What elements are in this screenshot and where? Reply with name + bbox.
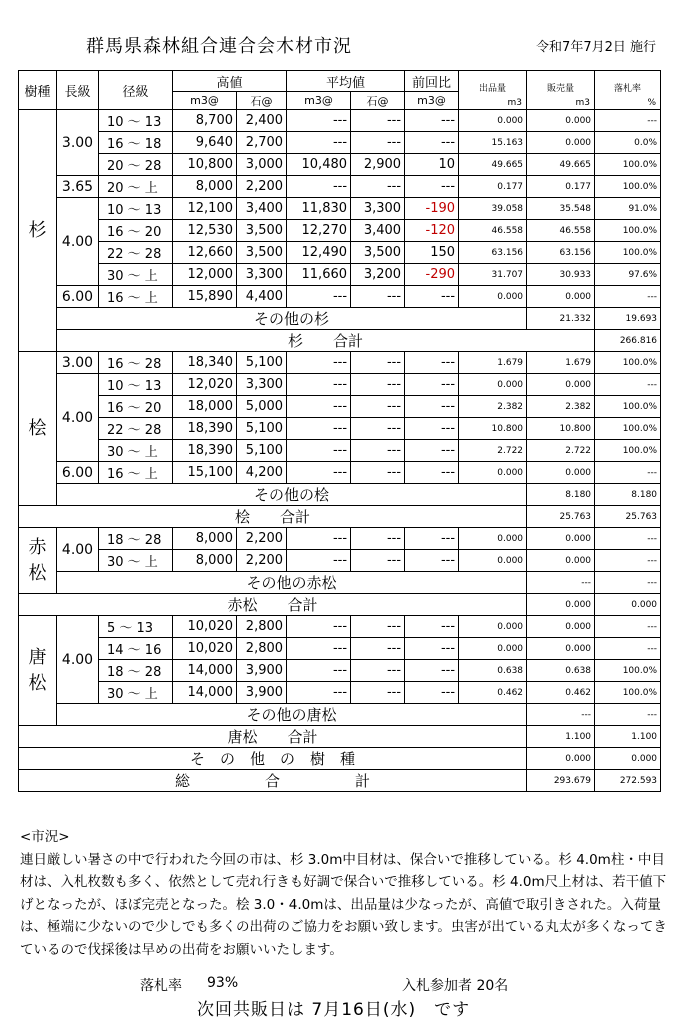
akamatsu-other-row-out: --- <box>527 572 595 594</box>
out-cell: 10.800 <box>459 418 527 440</box>
sub-high-m3: m3@ <box>173 92 237 110</box>
rate-cell: 100.0% <box>595 154 661 176</box>
out-cell: 1.679 <box>459 352 527 374</box>
diameter-cell: 18 ～ 28 <box>99 660 173 682</box>
col-rate-unit: % <box>647 98 657 108</box>
table-row <box>19 396 661 418</box>
length-cell: 3.65 <box>57 176 99 198</box>
prev-diff-cell: --- <box>405 110 459 132</box>
sold-cell: 2.382 <box>527 396 595 418</box>
avg-m3-cell: --- <box>287 176 351 198</box>
high-m3-cell: 10,800 <box>173 154 237 176</box>
karamatsu-total-row-label: 唐松 合計 <box>19 726 527 748</box>
table-row <box>19 528 661 550</box>
high-koku-cell: 3,500 <box>237 242 287 264</box>
diameter-cell: 14 ～ 16 <box>99 638 173 660</box>
diameter-cell: 30 ～ 上 <box>99 264 173 286</box>
avg-koku-cell: 3,500 <box>351 242 405 264</box>
length-cell: 4.00 <box>57 374 99 462</box>
high-m3-cell: 18,000 <box>173 396 237 418</box>
high-m3-cell: 18,390 <box>173 418 237 440</box>
table-row <box>19 616 661 638</box>
out-cell: 31.707 <box>459 264 527 286</box>
length-cell: 4.00 <box>57 198 99 286</box>
sold-cell: 0.000 <box>527 286 595 308</box>
next-sale-date: 次回共販日は 7月16日(水) です <box>197 1000 471 1020</box>
rate-cell: --- <box>595 110 661 132</box>
header-row <box>19 71 661 92</box>
akamatsu-other-row-label: その他の赤松 <box>57 572 527 594</box>
col-diameter: 径級 <box>99 71 173 110</box>
avg-koku-cell: 3,300 <box>351 198 405 220</box>
col-prev: 前回比 <box>405 71 459 92</box>
rate-cell: 100.0% <box>595 176 661 198</box>
diameter-cell: 30 ～ 上 <box>99 440 173 462</box>
length-cell: 6.00 <box>57 286 99 308</box>
high-koku-cell: 2,700 <box>237 132 287 154</box>
table-row <box>19 682 661 704</box>
sold-cell: 1.679 <box>527 352 595 374</box>
prev-diff-cell: --- <box>405 418 459 440</box>
avg-m3-cell: --- <box>287 286 351 308</box>
akamatsu-total-row-sold: 0.000 <box>595 594 661 616</box>
table-row <box>19 242 661 264</box>
prev-diff-cell: --- <box>405 528 459 550</box>
rate-cell: 0.0% <box>595 132 661 154</box>
avg-m3-cell: --- <box>287 440 351 462</box>
grand-total-row-out: 293.679 <box>527 770 595 792</box>
table-row <box>19 418 661 440</box>
table-row <box>19 198 661 220</box>
high-m3-cell: 12,000 <box>173 264 237 286</box>
akamatsu-total-row <box>19 594 661 616</box>
table-row <box>19 374 661 396</box>
table-row <box>19 110 661 132</box>
avg-koku-cell: --- <box>351 396 405 418</box>
prev-diff-cell: --- <box>405 286 459 308</box>
out-cell: 0.000 <box>459 550 527 572</box>
prev-diff-cell: -290 <box>405 264 459 286</box>
sold-cell: 0.000 <box>527 462 595 484</box>
avg-m3-cell: --- <box>287 638 351 660</box>
avg-koku-cell: --- <box>351 374 405 396</box>
sub-avg-m3: m3@ <box>287 92 351 110</box>
col-rate <box>595 71 661 110</box>
grand-total-row-sold: 272.593 <box>595 770 661 792</box>
high-m3-cell: 8,000 <box>173 550 237 572</box>
avg-m3-cell: 11,660 <box>287 264 351 286</box>
sold-cell: 0.462 <box>527 682 595 704</box>
high-m3-cell: 10,020 <box>173 616 237 638</box>
prev-diff-cell: -190 <box>405 198 459 220</box>
avg-m3-cell: 10,480 <box>287 154 351 176</box>
out-cell: 0.000 <box>459 462 527 484</box>
col-high: 高値 <box>173 71 287 92</box>
rate-cell: --- <box>595 462 661 484</box>
sold-cell: 46.558 <box>527 220 595 242</box>
length-cell: 3.00 <box>57 110 99 176</box>
rate-cell: --- <box>595 528 661 550</box>
akamatsu-other-row <box>19 572 661 594</box>
avg-koku-cell: --- <box>351 528 405 550</box>
akamatsu-other-row-sold: --- <box>595 572 661 594</box>
high-m3-cell: 12,660 <box>173 242 237 264</box>
diameter-cell: 16 ～ 28 <box>99 352 173 374</box>
hinoki-other-row-out: 8.180 <box>527 484 595 506</box>
diameter-cell: 22 ～ 28 <box>99 418 173 440</box>
rate-cell: 97.6% <box>595 264 661 286</box>
out-cell: 0.000 <box>459 638 527 660</box>
prev-diff-cell: --- <box>405 440 459 462</box>
out-cell: 0.462 <box>459 682 527 704</box>
hinoki-total-row-sold: 25.763 <box>595 506 661 528</box>
avg-m3-cell: --- <box>287 660 351 682</box>
high-m3-cell: 18,340 <box>173 352 237 374</box>
avg-m3-cell: --- <box>287 396 351 418</box>
avg-koku-cell: --- <box>351 616 405 638</box>
high-koku-cell: 3,400 <box>237 198 287 220</box>
high-koku-cell: 5,100 <box>237 352 287 374</box>
avg-koku-cell: --- <box>351 418 405 440</box>
sold-cell: 2.722 <box>527 440 595 462</box>
karamatsu-other-row <box>19 704 661 726</box>
avg-koku-cell: 3,400 <box>351 220 405 242</box>
sold-cell: 0.177 <box>527 176 595 198</box>
hinoki-other-row-label: その他の桧 <box>57 484 527 506</box>
sold-cell: 0.000 <box>527 374 595 396</box>
out-cell: 0.638 <box>459 660 527 682</box>
species-karamatsu-1: 唐 <box>28 646 47 668</box>
sold-cell: 0.000 <box>527 550 595 572</box>
avg-koku-cell: --- <box>351 660 405 682</box>
high-koku-cell: 2,200 <box>237 176 287 198</box>
rate-cell: 100.0% <box>595 660 661 682</box>
high-m3-cell: 12,530 <box>173 220 237 242</box>
rate-cell: --- <box>595 616 661 638</box>
rate-label: 落札率 <box>140 978 182 994</box>
table-row <box>19 352 661 374</box>
high-m3-cell: 14,000 <box>173 660 237 682</box>
high-m3-cell: 18,390 <box>173 440 237 462</box>
hinoki-total-row <box>19 506 661 528</box>
prev-diff-cell: --- <box>405 550 459 572</box>
diameter-cell: 16 ～ 18 <box>99 132 173 154</box>
prev-diff-cell: --- <box>405 616 459 638</box>
avg-m3-cell: --- <box>287 682 351 704</box>
rate-cell: 100.0% <box>595 352 661 374</box>
rate-cell: --- <box>595 550 661 572</box>
sold-cell: 0.638 <box>527 660 595 682</box>
avg-m3-cell: --- <box>287 374 351 396</box>
species-karamatsu-2: 松 <box>28 672 47 694</box>
col-length: 長級 <box>57 71 99 110</box>
diameter-cell: 16 ～ 上 <box>99 286 173 308</box>
avg-koku-cell: 2,900 <box>351 154 405 176</box>
out-cell: 0.000 <box>459 110 527 132</box>
out-cell: 0.177 <box>459 176 527 198</box>
avg-koku-cell: --- <box>351 176 405 198</box>
report-heading: <市況> <box>20 829 70 845</box>
rate-cell: 100.0% <box>595 682 661 704</box>
out-cell: 49.665 <box>459 154 527 176</box>
col-out-label: 出品量 <box>479 84 507 94</box>
avg-m3-cell: --- <box>287 616 351 638</box>
species-akamatsu-1: 赤 <box>28 536 47 558</box>
sugi-total-row-out: 266.816 <box>595 330 661 352</box>
avg-m3-cell: --- <box>287 352 351 374</box>
high-m3-cell: 9,640 <box>173 132 237 154</box>
karamatsu-other-row-out: --- <box>527 704 595 726</box>
prev-diff-cell: -120 <box>405 220 459 242</box>
avg-m3-cell: --- <box>287 550 351 572</box>
high-koku-cell: 2,200 <box>237 550 287 572</box>
prev-diff-cell: --- <box>405 682 459 704</box>
rate-cell: --- <box>595 638 661 660</box>
diameter-cell: 18 ～ 28 <box>99 528 173 550</box>
sub-avg-koku: 石@ <box>351 92 405 110</box>
diameter-cell: 16 ～ 20 <box>99 396 173 418</box>
high-koku-cell: 3,300 <box>237 264 287 286</box>
high-koku-cell: 3,000 <box>237 154 287 176</box>
table-row <box>19 660 661 682</box>
karamatsu-other-row-label: その他の唐松 <box>57 704 527 726</box>
high-koku-cell: 3,300 <box>237 374 287 396</box>
hinoki-total-row-label: 桧 合計 <box>19 506 527 528</box>
col-sold-label: 販売量 <box>547 84 575 94</box>
high-m3-cell: 8,000 <box>173 528 237 550</box>
table-row <box>19 132 661 154</box>
avg-koku-cell: --- <box>351 110 405 132</box>
high-koku-cell: 3,900 <box>237 660 287 682</box>
karamatsu-total-row <box>19 726 661 748</box>
sugi-total-row <box>19 330 661 352</box>
akamatsu-total-row-label: 赤松 合計 <box>19 594 527 616</box>
rate-cell: --- <box>595 374 661 396</box>
diameter-cell: 10 ～ 13 <box>99 374 173 396</box>
sold-cell: 0.000 <box>527 638 595 660</box>
species-hinoki: 桧 <box>19 352 57 506</box>
high-koku-cell: 2,200 <box>237 528 287 550</box>
hinoki-other-row <box>19 484 661 506</box>
karamatsu-other-row-sold: --- <box>595 704 661 726</box>
rate-value: 93% <box>207 975 239 991</box>
out-cell: 0.000 <box>459 374 527 396</box>
avg-m3-cell: --- <box>287 418 351 440</box>
avg-m3-cell: --- <box>287 132 351 154</box>
sugi-other-row <box>19 308 661 330</box>
out-cell: 63.156 <box>459 242 527 264</box>
rate-cell: 100.0% <box>595 242 661 264</box>
high-koku-cell: 4,400 <box>237 286 287 308</box>
out-cell: 0.000 <box>459 616 527 638</box>
sale-date: 令和7年7月2日 施行 <box>536 40 656 55</box>
diameter-cell: 20 ～ 28 <box>99 154 173 176</box>
diameter-cell: 20 ～ 上 <box>99 176 173 198</box>
report-body: 連日厳しい暑さの中で行われた今回の市は、杉 3.0m中目材は、保合いで推移している。杉 4.0m柱・中目材は、入札枚数も多く、依然として売れ行きも好調で保合いで推移している。杉 4.0m尺上材は、若干値下げとなったが、ほぼ完売となった。桧 3.0・4.0mは、出品量は少なったが、高値で取引きされた。入荷量は、極端に少ないので少しでも多くの出荷のご協力をお願い致します。虫害が出ている丸太が多くなってきているので伐採後は早めの出荷をお願いいたします。 <box>20 851 667 958</box>
col-sold <box>527 71 595 110</box>
sold-cell: 0.000 <box>527 616 595 638</box>
diameter-cell: 16 ～ 上 <box>99 462 173 484</box>
sub-high-koku: 石@ <box>237 92 287 110</box>
avg-m3-cell: --- <box>287 528 351 550</box>
avg-koku-cell: --- <box>351 682 405 704</box>
diameter-cell: 30 ～ 上 <box>99 682 173 704</box>
other-species-row-out: 0.000 <box>527 748 595 770</box>
sold-cell: 0.000 <box>527 110 595 132</box>
karamatsu-total-row-sold: 1.100 <box>595 726 661 748</box>
prev-diff-cell: --- <box>405 462 459 484</box>
sold-cell: 0.000 <box>527 528 595 550</box>
other-species-row-sold: 0.000 <box>595 748 661 770</box>
avg-m3-cell: --- <box>287 110 351 132</box>
col-rate-label: 落札率 <box>614 84 642 94</box>
out-cell: 39.058 <box>459 198 527 220</box>
diameter-cell: 16 ～ 20 <box>99 220 173 242</box>
diameter-cell: 22 ～ 28 <box>99 242 173 264</box>
participants: 入札参加者 20名 <box>402 978 509 994</box>
table-row <box>19 550 661 572</box>
avg-koku-cell: --- <box>351 462 405 484</box>
avg-m3-cell: 12,270 <box>287 220 351 242</box>
market-price-table <box>18 70 661 792</box>
species-akamatsu-2: 松 <box>28 562 47 584</box>
col-sold-unit: m3 <box>575 98 591 108</box>
col-out-unit: m3 <box>507 98 523 108</box>
out-cell: 2.722 <box>459 440 527 462</box>
market-report <box>20 826 670 961</box>
high-koku-cell: 3,900 <box>237 682 287 704</box>
avg-koku-cell: --- <box>351 440 405 462</box>
col-avg: 平均値 <box>287 71 405 92</box>
diameter-cell: 30 ～ 上 <box>99 550 173 572</box>
rate-cell: 100.0% <box>595 396 661 418</box>
sold-cell: 35.548 <box>527 198 595 220</box>
sold-cell: 30.933 <box>527 264 595 286</box>
avg-koku-cell: --- <box>351 638 405 660</box>
prev-diff-cell: --- <box>405 176 459 198</box>
prev-diff-cell: 10 <box>405 154 459 176</box>
high-m3-cell: 15,100 <box>173 462 237 484</box>
prev-diff-cell: --- <box>405 396 459 418</box>
table-row <box>19 264 661 286</box>
table-row <box>19 176 661 198</box>
diameter-cell: 10 ～ 13 <box>99 110 173 132</box>
diameter-cell: 10 ～ 13 <box>99 198 173 220</box>
grand-total-row <box>19 770 661 792</box>
high-koku-cell: 2,800 <box>237 616 287 638</box>
species-karamatsu <box>19 616 57 726</box>
avg-m3-cell: 11,830 <box>287 198 351 220</box>
sugi-other-row-label: その他の杉 <box>57 308 527 330</box>
high-koku-cell: 4,200 <box>237 462 287 484</box>
table-body <box>19 110 661 792</box>
high-m3-cell: 12,020 <box>173 374 237 396</box>
avg-koku-cell: --- <box>351 550 405 572</box>
prev-diff-cell: --- <box>405 660 459 682</box>
out-cell: 0.000 <box>459 286 527 308</box>
rate-cell: 91.0% <box>595 198 661 220</box>
high-koku-cell: 5,100 <box>237 418 287 440</box>
rate-cell: 100.0% <box>595 220 661 242</box>
table-row <box>19 154 661 176</box>
prev-diff-cell: --- <box>405 374 459 396</box>
species-akamatsu <box>19 528 57 594</box>
table-row <box>19 440 661 462</box>
karamatsu-total-row-out: 1.100 <box>527 726 595 748</box>
high-m3-cell: 10,020 <box>173 638 237 660</box>
species-sugi: 杉 <box>19 110 57 352</box>
table-row <box>19 286 661 308</box>
high-m3-cell: 12,100 <box>173 198 237 220</box>
avg-koku-cell: --- <box>351 352 405 374</box>
akamatsu-total-row-out: 0.000 <box>527 594 595 616</box>
length-cell: 4.00 <box>57 528 99 572</box>
high-m3-cell: 14,000 <box>173 682 237 704</box>
prev-diff-cell: --- <box>405 352 459 374</box>
page-title: 群馬県森林組合連合会木材市況 <box>86 36 352 57</box>
sold-cell: 63.156 <box>527 242 595 264</box>
out-cell: 0.000 <box>459 528 527 550</box>
prev-diff-cell: --- <box>405 638 459 660</box>
col-species: 樹種 <box>19 71 57 110</box>
sold-cell: 49.665 <box>527 154 595 176</box>
avg-koku-cell: --- <box>351 132 405 154</box>
sold-cell: 0.000 <box>527 132 595 154</box>
table-row <box>19 220 661 242</box>
rate-cell: 100.0% <box>595 440 661 462</box>
other-species-row <box>19 748 661 770</box>
table-row <box>19 638 661 660</box>
out-cell: 46.558 <box>459 220 527 242</box>
rate-cell: --- <box>595 286 661 308</box>
high-koku-cell: 3,500 <box>237 220 287 242</box>
high-m3-cell: 15,890 <box>173 286 237 308</box>
hinoki-total-row-out: 25.763 <box>527 506 595 528</box>
high-koku-cell: 5,000 <box>237 396 287 418</box>
length-cell: 4.00 <box>57 616 99 704</box>
high-m3-cell: 8,000 <box>173 176 237 198</box>
avg-koku-cell: --- <box>351 286 405 308</box>
out-cell: 2.382 <box>459 396 527 418</box>
avg-koku-cell: 3,200 <box>351 264 405 286</box>
diameter-cell: 5 ～ 13 <box>99 616 173 638</box>
sugi-other-row-sold: 19.693 <box>595 308 661 330</box>
high-koku-cell: 2,800 <box>237 638 287 660</box>
sugi-total-row-label: 杉 合計 <box>57 330 595 352</box>
avg-m3-cell: --- <box>287 462 351 484</box>
sold-cell: 10.800 <box>527 418 595 440</box>
avg-m3-cell: 12,490 <box>287 242 351 264</box>
high-koku-cell: 2,400 <box>237 110 287 132</box>
length-cell: 6.00 <box>57 462 99 484</box>
table-row <box>19 462 661 484</box>
prev-diff-cell: --- <box>405 132 459 154</box>
col-out <box>459 71 527 110</box>
sub-prev-m3: m3@ <box>405 92 459 110</box>
high-koku-cell: 5,100 <box>237 440 287 462</box>
high-m3-cell: 8,700 <box>173 110 237 132</box>
grand-total-row-label: 総 合 計 <box>19 770 527 792</box>
other-species-row-label: そ の 他 の 樹 種 <box>19 748 527 770</box>
rate-cell: 100.0% <box>595 418 661 440</box>
length-cell: 3.00 <box>57 352 99 374</box>
prev-diff-cell: 150 <box>405 242 459 264</box>
hinoki-other-row-sold: 8.180 <box>595 484 661 506</box>
sugi-other-row-out: 21.332 <box>527 308 595 330</box>
out-cell: 15.163 <box>459 132 527 154</box>
